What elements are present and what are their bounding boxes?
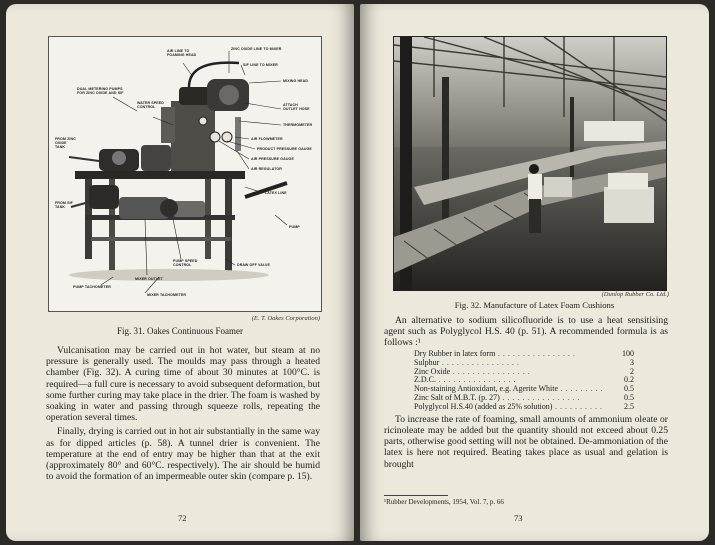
- formula-value: 2.5: [624, 401, 634, 411]
- paragraph: Finally, drying is carried out in hot air substantially in the same way as for dipped articles (p. 58). A tunnel drier is convenient. The temperature at the end of entry may be higher than that at the exit (approximately 80° and 60°C. respectively). The air should be humid to avoid the formation of an impermeable outer skin (compare p. 15).: [46, 426, 320, 483]
- label-pump: PUMP: [289, 225, 300, 229]
- right-page: [360, 4, 709, 541]
- label-pump-speed: PUMP SPEED CONTROL: [173, 259, 198, 268]
- figure-31-foamer-diagram: [48, 36, 322, 312]
- label-attach-outlet: ATTACH OUTLET HOSE: [283, 103, 310, 112]
- formula-ingredient: Dry Rubber in latex form . .: [414, 350, 604, 359]
- label-air-regulator: AIR REGULATOR: [251, 167, 282, 171]
- formula-value: 100: [622, 349, 634, 359]
- formula-ingredient: Polyglycol H.S.40 (added as 25% solution) . .: [414, 403, 604, 412]
- formula-value: 2: [630, 366, 634, 376]
- label-mixing-head: MIXING HEAD: [283, 79, 309, 83]
- label-mixer-tach: MIXER TACHOMETER: [147, 293, 187, 297]
- label-thermometer: THERMOMETER: [283, 123, 313, 127]
- formula-row: [414, 403, 668, 412]
- label-pump-tachometer: PUMP TACHOMETER: [73, 285, 111, 289]
- label-air-flowmeter: AIR FLOWMETER: [251, 137, 283, 141]
- formula-value: 0.5: [624, 392, 634, 402]
- label-draw-off: DRAW OFF VALVE: [237, 263, 271, 267]
- factory-photo-illustration: [394, 37, 666, 290]
- label-water-speed: WATER SPEED CONTROL: [137, 101, 164, 110]
- formula-value: 0.5: [624, 384, 634, 394]
- formula-ingredient: Sulphur . .: [414, 359, 604, 368]
- formula-ingredient: Non-staining Antioxidant, e.g. Agerite White . .: [414, 385, 604, 394]
- left-page: [6, 4, 354, 541]
- label-dual-metering: DUAL METERING PUMPS FOR ZINC OXIDE AND SIF: [77, 87, 124, 96]
- label-sif-line: SIF LINE TO MIXER: [243, 63, 278, 67]
- page-number-right: 73: [514, 513, 523, 523]
- label-air-pressure: AIR PRESSURE GAUGE: [251, 157, 294, 161]
- figure-32-caption: Fig. 32. Manufacture of Latex Foam Cushions: [454, 300, 615, 310]
- formula-table: [414, 350, 668, 411]
- label-from-sif: FROM SIF TANK: [55, 201, 73, 210]
- label-air-line: AIR LINE TO FOAMING HEAD: [167, 49, 197, 58]
- foamer-machine-illustration: [49, 37, 321, 311]
- paragraph: To increase the rate of foaming, small amounts of ammonium oleate or ricinoleate may be added but the quantity should not exceed about 0.25 parts, otherwise good setting will not be obtained. De-ammoniation of the latex is here not required. Beating takes place as usual and gelation is brought: [384, 414, 668, 470]
- figure-31-caption: Fig. 31. Oakes Continuous Foamer: [117, 326, 243, 336]
- page-number-left: 72: [178, 513, 187, 523]
- footnote-divider: [384, 495, 448, 496]
- footnote: ¹Rubber Developments, 1954, Vol. 7, p. 66: [384, 498, 504, 506]
- label-from-zinc-oxide: FROM ZINC OXIDE TANK: [55, 137, 76, 150]
- formula-ingredient: Zinc Oxide . .: [414, 368, 604, 377]
- label-latex-line: LATEX LINE: [265, 191, 287, 195]
- formula-ingredient: Zinc Salt of M.B.T. (p. 27) . .: [414, 394, 604, 403]
- figure-31-credit: (E. T. Oakes Corporation): [251, 315, 320, 322]
- formula-value: 3: [630, 357, 634, 367]
- right-body-text: [384, 315, 668, 470]
- formula-ingredient: Z.D.C. . .: [414, 376, 604, 385]
- figure-32-factory-photo: [393, 36, 667, 291]
- figure-32-credit: (Dunlop Rubber Co. Ltd.): [601, 291, 669, 298]
- label-product-pressure: PRODUCT PRESSURE GAUGE: [257, 147, 312, 151]
- paragraph: Vulcanisation may be carried out in hot water, but steam at no pressure is generally used. The moulds may pass through a heated chamber (Fig. 32). A curing time of about 30 minutes at 100°C. is required—a full cure is necessary to avoid subsequent deformation, but some further curing may take place in the drier. The foam is washed by soaking in water and passing through squeeze rolls, repeating the operation several times.: [46, 345, 320, 424]
- left-body-text: [46, 345, 320, 485]
- label-zinc-oxide-line: ZINC OXIDE LINE TO MIXER: [231, 47, 282, 51]
- label-mixer-outlet: MIXER OUTLET: [135, 277, 163, 281]
- intro-paragraph: An alternative to sodium silicofluoride is to use a heat sensitising agent such as Polyglycol H.S. 40 (p. 51). A recommended formula is as follows :¹: [384, 315, 668, 349]
- formula-value: 0.2: [624, 375, 634, 385]
